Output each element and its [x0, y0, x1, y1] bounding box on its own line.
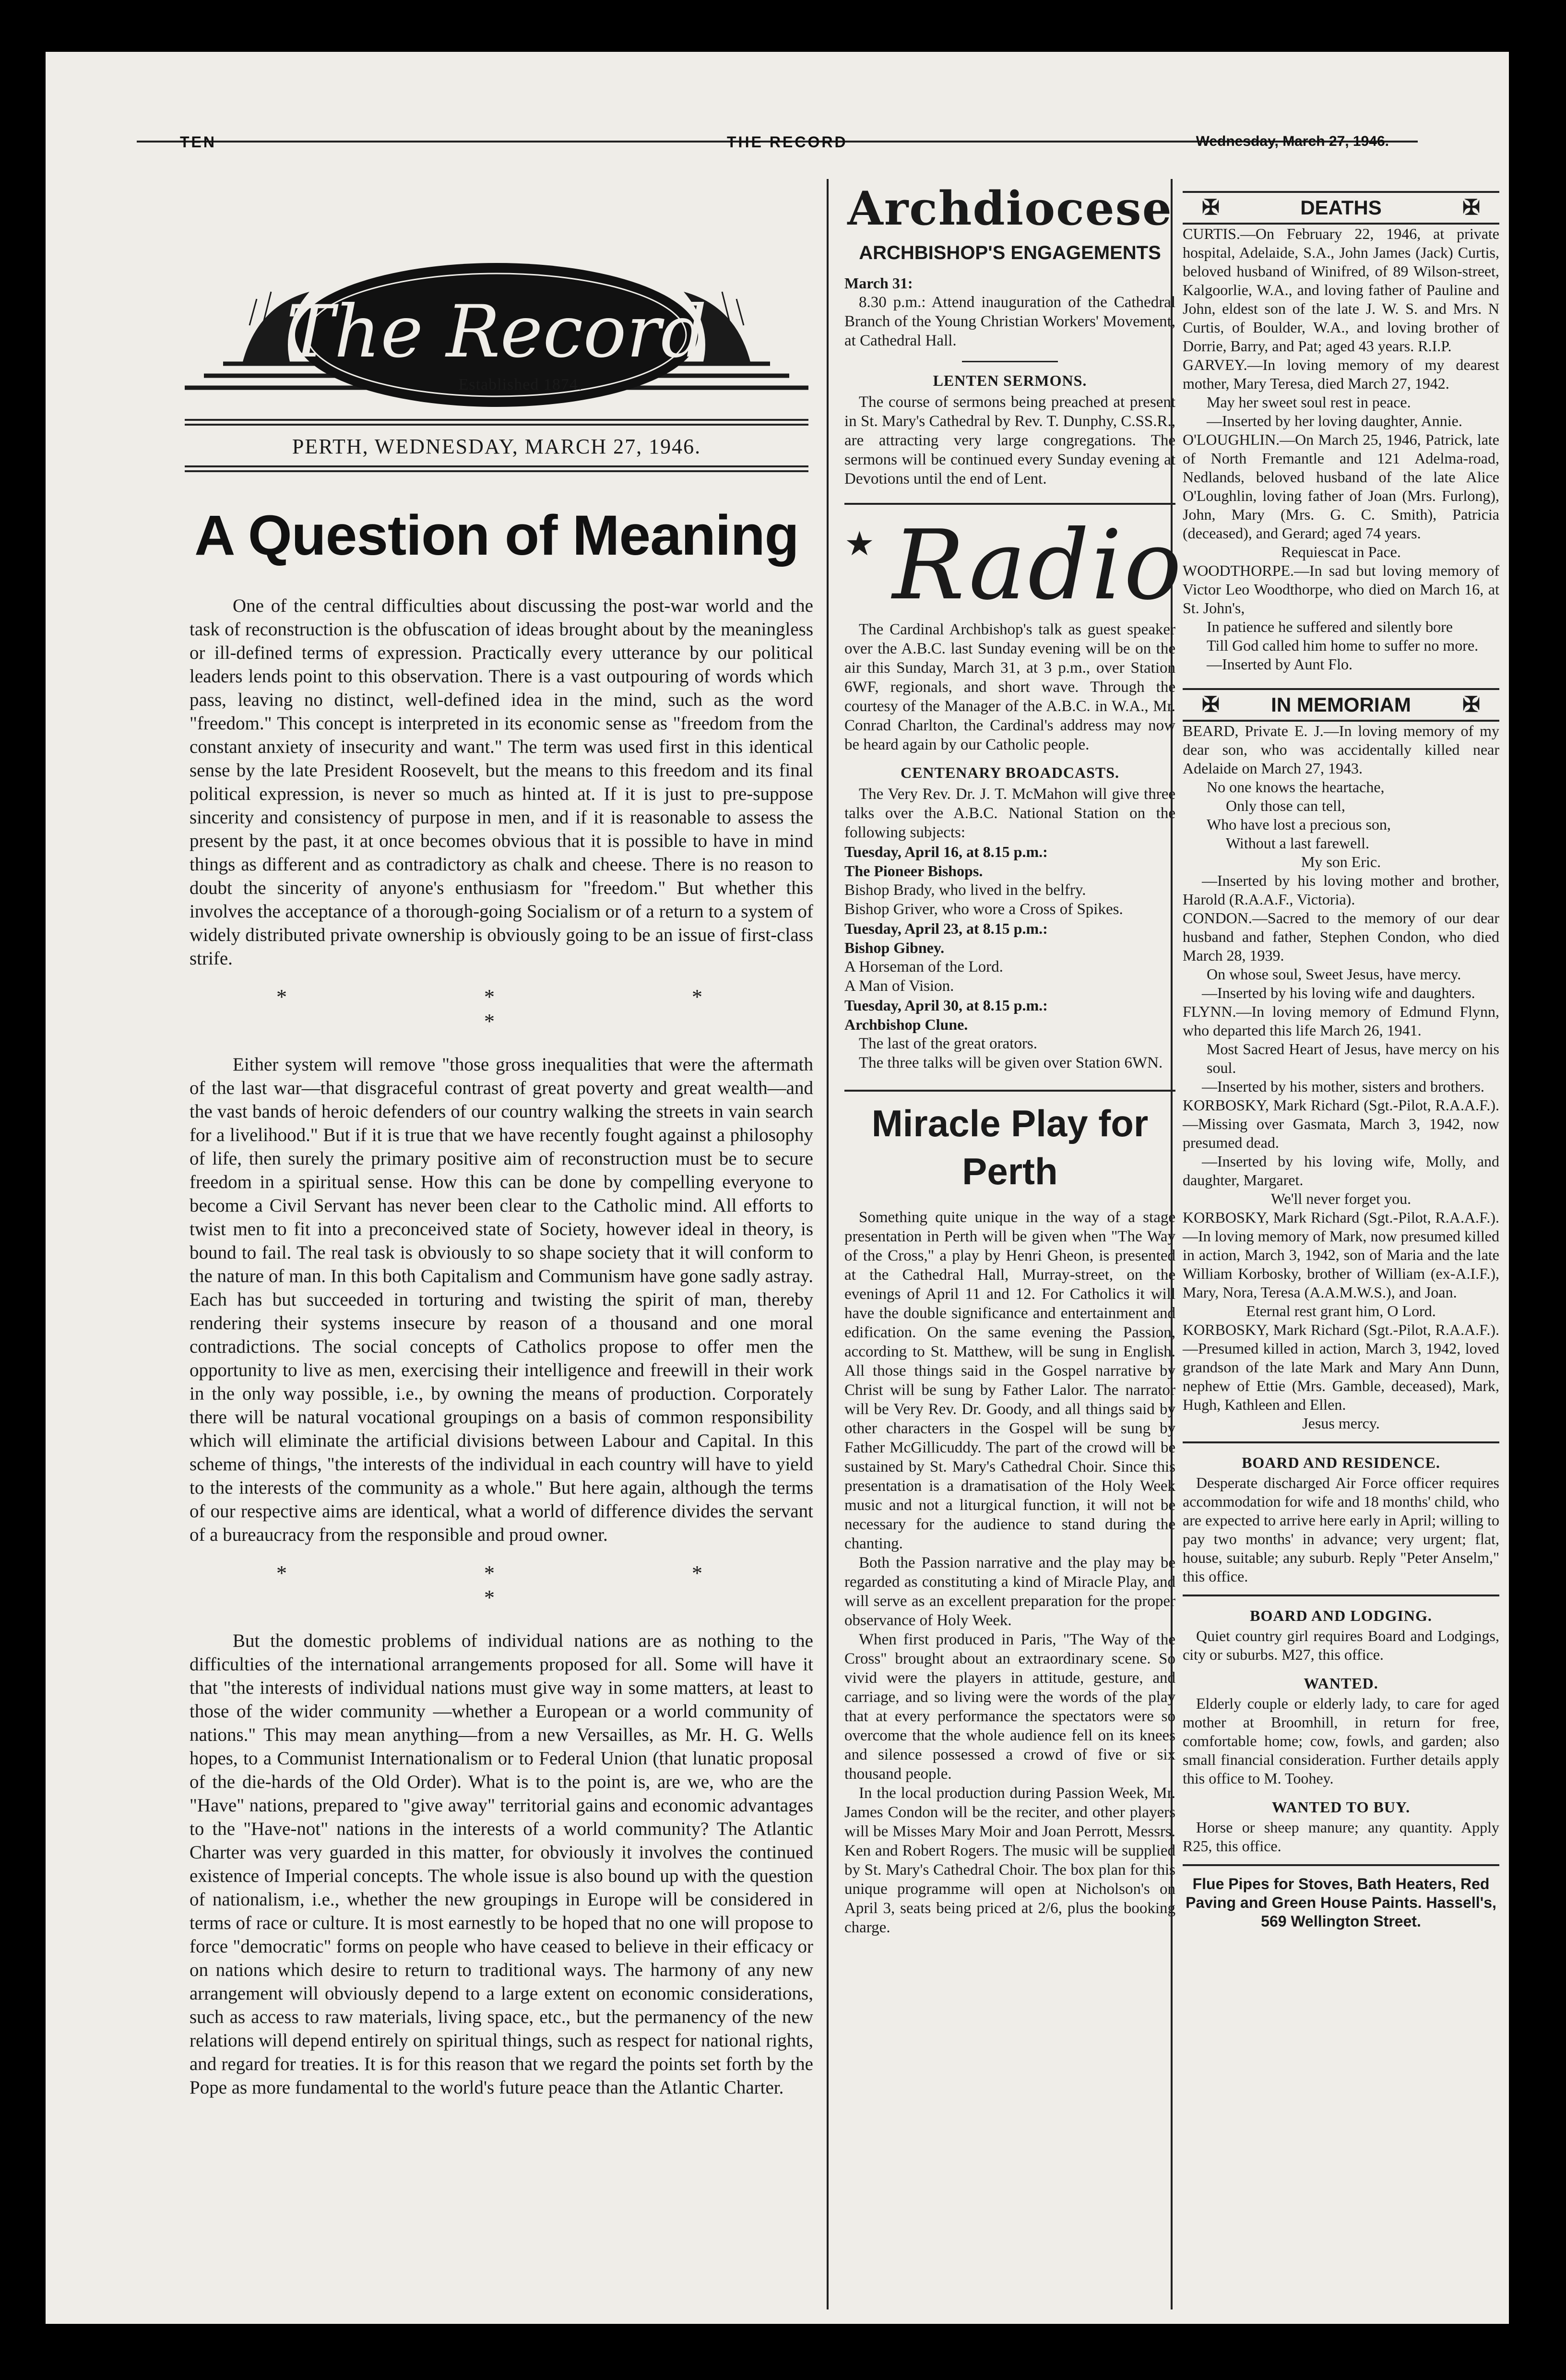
radio-title-block — [844, 510, 1184, 621]
notice-verse: Eternal rest grant him, O Lord. — [1246, 1302, 1436, 1320]
memoriam-notice: FLYNN.—In loving memory of Edmund Flynn, who departed this life March 26, 1941. — [1183, 1003, 1499, 1039]
editorial-headline: A Question of Meaning — [194, 504, 799, 567]
miracle-paragraph: Something quite unique in the way of a stage presentation in Perth will be given when "The Way of the Cross," a play by Henri Gheon, is presented at the Cathedral Hall, Murray-street, on the evenings of April 11 and 12. For Catholics it will have the double significance and entertainment and edification. On the same evening the Passion, according to St. Matthew, will be sung in English. All those things said in the Gospel narrative by Christ will be sung by Father Lalor. The narrator will be Very Rev. Dr. Goody, and all things said by other characters in the Gospel will be sung by Father McGillicuddy. The part of the crowd will be sustained by St. Mary's Cathedral Choir. Since this presentation is a dramatisation of the Holy Week music and not a liturgical function, it will not be necessary for the audience to stand during the chanting. — [844, 1209, 1175, 1552]
memoriam-notice: CONDON.—Sacred to the memory of our dear husband and father, Stephen Condon, who died March 28, 1939. — [1183, 909, 1499, 964]
notice-verse: Who have lost a precious son, — [1207, 816, 1391, 833]
column-divider-left — [827, 179, 829, 2309]
talk-date: Tuesday, April 16, at 8.15 p.m.: — [844, 843, 1048, 860]
notice-verse: My son Eric. — [1301, 853, 1381, 870]
miracle-paragraph: In the local production during Passion Week, Mr. James Condon will be the reciter, and other players will be Misses Mary Moir and Joan Perrott, Messrs. Ken and Robert Rogers. The music will be supplied by St. Mary's Cathedral Choir. The box plan for this unique programme will open at Nicholson's on April 3, seats being priced at 2/6, plus the booking charge. — [844, 1785, 1175, 1936]
section-rule — [1183, 1864, 1499, 1866]
cross-icon: ✠ — [1462, 196, 1480, 219]
talk-line: The last of the great orators. — [859, 1035, 1038, 1052]
dateline-block — [185, 419, 808, 472]
section-rule — [844, 1090, 1175, 1092]
classified-heading: WANTED TO BUY. — [1271, 1798, 1411, 1816]
deaths-heading-bar — [1183, 191, 1499, 225]
notice-verse: In patience he suffered and silently bore — [1207, 618, 1453, 635]
miracle-paragraph: When first produced in Paris, "The Way of the Cross" brought about an extraordinary scene. So vivid were the players in attitude, gesture, and carriage, and so living were the words of the play that at every performance the spectators were so overcome that the whole audience fell on its knees and silence possessed a crowd of five or six thousand people. — [844, 1631, 1175, 1783]
dateline-rule-bottom — [185, 465, 808, 472]
talk-line: Bishop Brady, who lived in the belfry. — [844, 881, 1086, 899]
centenary-heading: CENTENARY BROADCASTS. — [900, 764, 1120, 781]
dateline-rule-top — [185, 419, 808, 426]
notice-inserted: —Inserted by Aunt Flo. — [1207, 655, 1352, 673]
radio-closing: The three talks will be given over Station 6WN. — [859, 1054, 1163, 1071]
footer-advertisement: Flue Pipes for Stoves, Bath Heaters, Red Paving and Green House Paints. Hassell's, 569 Wellington Street. — [1186, 1875, 1496, 1930]
classified-heading: BOARD AND LODGING. — [1250, 1607, 1432, 1624]
editorial-body — [190, 594, 813, 2099]
section-rule — [1183, 1441, 1499, 1443]
notice-inserted: —Inserted by his loving wife, Molly, and daughter, Margaret. — [1183, 1153, 1499, 1189]
talk-title: The Pioneer Bishops. — [844, 862, 983, 880]
notice-inserted: —Inserted by his loving mother and brother, Harold (R.A.A.F., Victoria). — [1183, 872, 1499, 908]
radio-text: The Cardinal Archbishop's talk as guest speaker over the A.B.C. last Sunday evening will be on the air this Sunday, March 31, at 3 p.m., over Station 6WF, regionals, and short wave. Through the courtesy of the Manager of the A.B.C. in W.A., Mr. Conrad Charlton, the Cardinal's address may now be heard again by our Catholic people. — [844, 621, 1175, 753]
memoriam-heading-bar — [1183, 688, 1499, 722]
established-note: Established 1874. — [458, 376, 583, 393]
section-rule — [844, 503, 1175, 505]
star-icon: ★ — [844, 526, 875, 563]
talk-title: Bishop Gibney. — [844, 939, 945, 956]
notice-inserted: —Inserted by his loving wife and daughters. — [1202, 984, 1475, 1001]
notices-column — [1183, 191, 1499, 1931]
section-separator: * * * * — [276, 985, 798, 1033]
miracle-title-line1: Miracle Play for — [871, 1102, 1149, 1144]
miracle-paragraph: Both the Passion narrative and the play may be regarded as constituting a kind of Miracle Play, and will serve as an excellent preparation for the proper observance of Holy Week. — [844, 1554, 1175, 1629]
cross-icon: ✠ — [1202, 693, 1220, 716]
notice-verse: On whose soul, Sweet Jesus, have mercy. — [1207, 965, 1461, 983]
page-number: TEN — [180, 133, 216, 151]
masthead-title: The Record — [286, 290, 707, 374]
memoriam-notice: KORBOSKY, Mark Richard (Sgt.-Pilot, R.A.A.F.).—Missing over Gasmata, March 3, 1942, now presumed dead. — [1183, 1096, 1499, 1151]
notice-verse: Requiescat in Pace. — [1281, 543, 1401, 560]
memoriam-heading: IN MEMORIAM — [1271, 693, 1411, 716]
classified-text: Horse or sheep manure; any quantity. Apply R25, this office. — [1183, 1819, 1499, 1855]
lenten-heading: LENTEN SERMONS. — [933, 372, 1087, 389]
deaths-heading: DEATHS — [1300, 196, 1382, 219]
notice-verse: Most Sacred Heart of Jesus, have mercy on his soul. — [1207, 1040, 1499, 1076]
notice-verse: Till God called him home to suffer no more. — [1207, 637, 1479, 654]
dateline: PERTH, WEDNESDAY, MARCH 27, 1946. — [292, 435, 701, 458]
section-separator: * * * * — [276, 1561, 798, 1609]
death-notice: GARVEY.—In loving memory of my dearest mother, Mary Teresa, died March 27, 1942. — [1183, 356, 1499, 392]
talk-date: Tuesday, April 23, at 8.15 p.m.: — [844, 920, 1048, 937]
archdiocese-column — [844, 177, 1184, 1937]
radio-title: Radio — [892, 510, 1184, 621]
talk-line: A Horseman of the Lord. — [844, 958, 1003, 976]
paper-name: THE RECORD — [727, 133, 848, 151]
section-rule — [1183, 1595, 1499, 1596]
short-rule — [962, 361, 1058, 362]
engagement-date: March 31: — [844, 274, 913, 292]
notice-verse: Only those can tell, — [1226, 797, 1345, 814]
editorial-paragraph: One of the central difficulties about discussing the post-war world and the task of reconstruction is the obfuscation of ideas brought about by the meaningless or ill-defined terms of expression. Practically every utterance by our political leaders lends point to this observation. There is a vast outpouring of words which pass, leaving no distinct, well-defined idea in the mind, such as the word "freedom." This concept is interpreted in its economic sense as "freedom from the constant anxiety of insecurity and want." The term was used first in this identical sense by the late President Roosevelt, but the means to this freedom and its final political expression, is never so much as hinted at. If it is just to pre-suppose sincerity and consistency of purpose in men, and if it is reasonable to assess the present by the past, it at once becomes obvious that it is possible to have in mind things as different and as contradictory as chalk and cheese. There is no reason to doubt the sincerity of anyone's enthusiasm for "freedom." But whether this involves the acceptance of a thorough-going Socialism or of a return to a system of widely distributed private ownership is obviously going to be an issue of first-class strife. — [190, 595, 813, 969]
notice-verse: No one knows the heartache, — [1207, 778, 1385, 796]
miracle-title-line2: Perth — [962, 1150, 1058, 1192]
lenten-text: The course of sermons being preached at present in St. Mary's Cathedral by Rev. T. Dunphy, C.SS.R., are attracting very large congregations. The sermons will be continued every Sunday evening at Devotions until the end of Lent. — [844, 393, 1175, 488]
memoriam-notice: BEARD, Private E. J.—In loving memory of my dear son, who was accidentally killed near Adelaide on March 27, 1943. — [1183, 722, 1499, 777]
memoriam-notice: KORBOSKY, Mark Richard (Sgt.-Pilot, R.A.A.F.).—In loving memory of Mark, now presumed killed in action, March 3, 1942, son of Maria and the late William Korbosky, brother of William (ex-A.I.F.), Mary, Nora, Teresa (A.A.M.W.S.), and Joan. — [1183, 1209, 1499, 1301]
classified-heading: BOARD AND RESIDENCE. — [1242, 1454, 1440, 1471]
archdiocese-title: Archdiocese — [847, 181, 1173, 236]
classified-text: Desperate discharged Air Force officer requires accommodation for wife and 18 months' child, who are expected to arrive here early in April; willing to pay two months' in advance; very urgent; flat, house, suitable; any suburb. Reply "Peter Anselm," this office. — [1183, 1474, 1499, 1585]
cross-icon: ✠ — [1462, 693, 1480, 716]
talk-title: Archbishop Clune. — [844, 1016, 968, 1033]
cross-icon: ✠ — [1202, 196, 1220, 219]
death-notice: O'LOUGHLIN.—On March 25, 1946, Patrick, late of North Fremantle and 121 Adelma-road, Nedlands, beloved husband of the late Alice O'Loughlin, loving father of Joan (Mrs. Furlong), John, Mary (Mrs. G. C. Smith), Patricia (deceased), and Gerard; aged 74 years. — [1183, 431, 1499, 542]
issue-date: Wednesday, March 27, 1946. — [1196, 133, 1389, 149]
editorial-paragraph: Either system will remove "those gross inequalities that were the aftermath of the last war—that disgraceful contrast of great poverty and great wealth—and the vast bands of heroic defenders of our country walking the streets in vain search for a livelihood." But if it is true that we have recently fought against a philosophy of life, then surely the primary positive aim of reconstruction must be to secure freedom in a spiritual sense. How this can be done by compelling everyone to become a Civil Servant has never been clear to the Catholic mind. All efforts to twist men to fit into a preconceived state of Society, however ideal in theory, is bound to fail. The real task is obviously to so shape society that it will conform to the nature of man. In this both Capitalism and Communism have gone sadly astray. Each has but succeeded in torturing and twisting the spirit of man, thereby rendering their systems insecure by reason of a thousand and one moral contradictions. The social concepts of Catholics propose to offer men the opportunity to live as men, exercising their intelligence and freewill in their work in the only way possible, i.e., by owning the means of production. Corporately there will be natural vocational groupings on a basis of common responsibility which will eliminate the artificial divisions between Labour and Capital. In this scheme of things, "the interests of the individual in each country will have to yield to the interests of the community as a whole." But here again, although the terms of our respective aims are identical, what a world of difference divides the servant of a bureaucracy from the responsible and proud owner. — [190, 1054, 813, 1545]
notice-verse: Jesus mercy. — [1302, 1415, 1380, 1432]
notice-verse: May her sweet soul rest in peace. — [1207, 393, 1411, 411]
death-notice: WOODTHORPE.—In sad but loving memory of Victor Leo Woodthorpe, who died on March 16, at St. John's, — [1183, 562, 1499, 617]
talk-line: Bishop Griver, who wore a Cross of Spikes. — [844, 901, 1123, 918]
notice-verse: Without a last farewell. — [1226, 834, 1370, 852]
centenary-text: The Very Rev. Dr. J. T. McMahon will give three talks over the A.B.C. National Station on the following subjects: — [844, 785, 1175, 841]
editorial-paragraph: But the domestic problems of individual nations are as nothing to the difficulties of the international arrangements proposed for all. Some will have it that "the interests of individual nations must give way in some matters, at least to those of the wider community —whether a European or a world community of nations." This may mean anything—from a new Versailles, as Mr. H. G. Wells hopes, to a Communist Internationalism or to Federal Union (that lunatic proposal of the die-hards of the Old Order). What is to the point is, are we, who are the "Have" nations, prepared to "give away" territorial gains and economic advantages to the "Have-not" nations in the interests of a world community? The Atlantic Charter was very guarded in this matter, for obviously it involves the continued existence of Imperial concepts. The whole issue is also bound up with the question of nationalism, i.e., whether the new groupings in Europe will be considered in terms of race or culture. It is most earnestly to be hoped that no one will propose to force "democratic" forms on people who have ceased to believe in their efficacy or on nations which desire to return to traditional ways. The harmony of any new arrangement will obviously depend to a large extent on economic considerations, such as access to raw materials, living space, etc., but the permanency of the new relations will depend entirely on spiritual things, such as respect for national rights, and regard for treaties. It is for this reason that we regard the points set forth by the Pope as more fundamental to the world's future peace than the Atlantic Charter. — [190, 1630, 813, 2098]
talk-date: Tuesday, April 30, at 8.15 p.m.: — [844, 997, 1048, 1014]
newspaper-page — [46, 52, 1509, 2324]
notice-verse: We'll never forget you. — [1270, 1190, 1412, 1207]
death-notice: CURTIS.—On February 22, 1946, at private hospital, Adelaide, S.A., John James (Jack) Curtis, beloved husband of Winifred, of 89 Wilson-street, Kalgoorlie, W.A., and loving father of Pauline and John, eldest son of the late J. W. S. and Mrs. N Curtis, of Boulder, W.A., and loving brother of Dorrie, Barry, and Pat; aged 43 years. R.I.P. — [1183, 225, 1499, 355]
classified-text: Elderly couple or elderly lady, to care for aged mother at Broomhill, in return for free, comfortable home; cow, fowls, and garden; also small financial consideration. Further details apply this office to M. Toohey. — [1183, 1695, 1499, 1787]
classified-heading: WANTED. — [1304, 1675, 1378, 1692]
classified-text: Quiet country girl requires Board and Lodgings, city or suburbs. M27, this office. — [1183, 1627, 1499, 1663]
engagements-heading: ARCHBISHOP'S ENGAGEMENTS — [859, 242, 1161, 263]
notice-inserted: —Inserted by her loving daughter, Annie. — [1207, 412, 1462, 429]
editorial-column — [180, 177, 813, 2307]
notice-inserted: —Inserted by his mother, sisters and brothers. — [1202, 1078, 1484, 1095]
talk-line: A Man of Vision. — [844, 977, 954, 995]
engagement-text: 8.30 p.m.: Attend inauguration of the Cathedral Branch of the Young Christian Workers' Movement, at Cathedral Hall. — [844, 294, 1175, 349]
memoriam-notice: KORBOSKY, Mark Richard (Sgt.-Pilot, R.A.A.F.).—Presumed killed in action, March 3, 1942, loved grandson of the late Mark and Mary Ann Dunn, nephew of Ettie (Mrs. Gamble, deceased), Mark, Hugh, Kathleen and Ellen. — [1183, 1321, 1499, 1413]
